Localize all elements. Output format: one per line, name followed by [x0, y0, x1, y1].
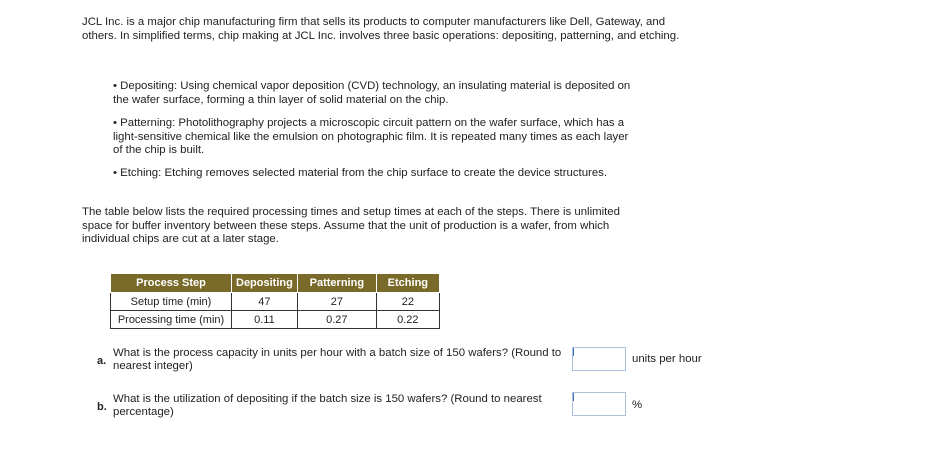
header-patterning: Patterning: [297, 274, 376, 293]
header-depositing: Depositing: [232, 274, 298, 293]
header-etching: Etching: [376, 274, 439, 293]
question-a-answer-input[interactable]: [572, 347, 626, 371]
processing-depositing: 0.11: [232, 311, 298, 329]
setup-patterning: 27: [297, 293, 376, 311]
question-b-answer-input[interactable]: [572, 392, 626, 416]
table-row: [111, 293, 440, 311]
question-b-unit: %: [632, 399, 643, 411]
bullet-patterning: • Patterning: Photolithography projects a microscopic circuit pattern on the wafer surface, which has a light-sensitive chemical like the emulsion on photographic film. It is repeated many times as each layer of the chip is built.: [113, 117, 629, 156]
intro-paragraph: JCL Inc. is a major chip manufacturing firm that sells its products to computer manufacturers like Dell, Gateway, and others. In simplified terms, chip making at JCL Inc. involves three basic operations: depositing, patterning, and etching.: [82, 16, 680, 42]
setup-depositing: 47: [232, 293, 298, 311]
bullet-etching: • Etching: Etching removes selected material from the chip surface to create the device structures.: [113, 167, 608, 179]
table-row: [111, 311, 440, 329]
question-b-text: What is the utilization of depositing if the batch size is 150 wafers? (Round to nearest percentage): [113, 393, 542, 418]
question-a-letter: a.: [97, 355, 107, 367]
row-label-processing-time: Processing time (min): [111, 311, 232, 329]
setup-etching: 22: [376, 293, 439, 311]
row-label-setup-time: Setup time (min): [111, 293, 232, 311]
header-process-step: Process Step: [111, 274, 232, 293]
table-header-row: [111, 274, 440, 293]
input-marker-icon: [573, 348, 574, 356]
processing-patterning: 0.27: [297, 311, 376, 329]
table-description: The table below lists the required processing times and setup times at each of the steps. There is unlimited space for buffer inventory between these steps. Assume that the unit of production is a wafer, from which individual chips are cut at a later stage.: [82, 206, 620, 245]
question-a-unit: units per hour: [632, 353, 702, 365]
question-b-letter: b.: [97, 401, 107, 413]
input-marker-icon: [573, 393, 574, 401]
processing-etching: 0.22: [376, 311, 439, 329]
bullet-depositing: • Depositing: Using chemical vapor deposition (CVD) technology, an insulating material is deposited on the wafer surface, forming a thin layer of solid material on the chip.: [113, 80, 631, 106]
question-a-text: What is the process capacity in units per hour with a batch size of 150 wafers? (Round to nearest integer): [113, 347, 562, 372]
process-times-table: [110, 273, 440, 329]
